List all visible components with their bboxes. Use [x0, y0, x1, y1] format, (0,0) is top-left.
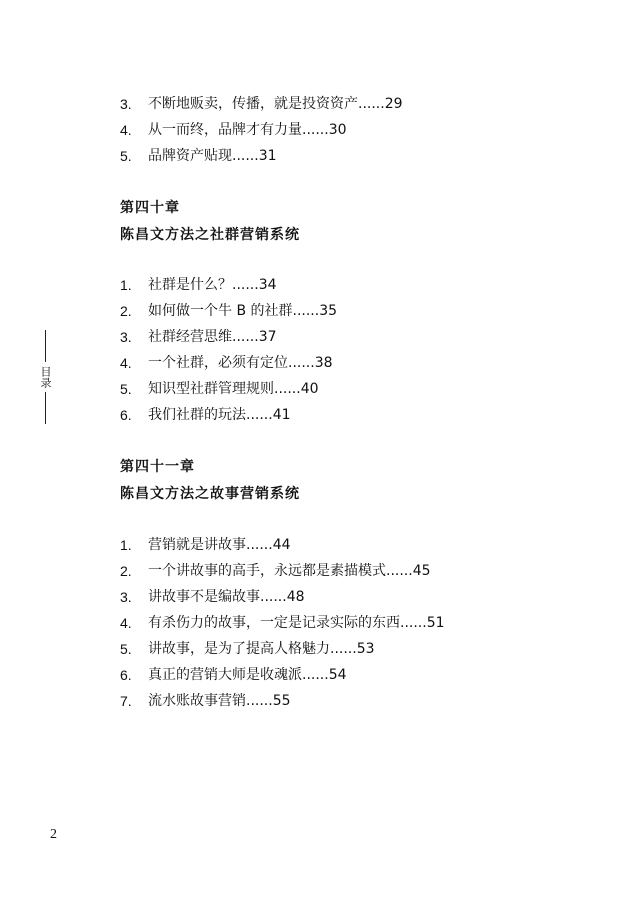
toc-item[interactable]	[120, 380, 319, 398]
toc-item-text: 讲故事，是为了提高人格魅力......53	[148, 641, 375, 657]
toc-item-text: 从一而终，品牌才有力量......30	[148, 122, 347, 138]
toc-item-number: 5.	[120, 381, 132, 397]
toc-item[interactable]	[120, 276, 277, 294]
toc-item-text: 社群经营思维......37	[148, 329, 277, 345]
toc-item-number: 2.	[120, 563, 132, 579]
toc-item-number: 2.	[120, 303, 132, 319]
chapter-title: 陈昌文方法之社群营销系统	[120, 227, 300, 243]
toc-item-number: 4.	[120, 355, 132, 371]
toc-item[interactable]	[120, 666, 347, 684]
toc-item-text: 如何做一个牛 B 的社群......35	[148, 303, 338, 319]
toc-item-number: 4.	[120, 615, 132, 631]
toc-item-text: 一个讲故事的高手，永远都是素描模式......45	[148, 563, 431, 579]
chapter-title: 陈昌文方法之故事营销系统	[120, 486, 300, 502]
toc-item-number: 6.	[120, 407, 132, 423]
toc-item-text: 社群是什么？......34	[148, 277, 277, 293]
toc-item-number: 4.	[120, 122, 132, 138]
toc-item-number: 6.	[120, 667, 132, 683]
toc-item-number: 5.	[120, 641, 132, 657]
toc-item[interactable]	[120, 354, 333, 372]
toc-item[interactable]	[120, 588, 305, 606]
toc-item-text: 有杀伤力的故事，一定是记录实际的东西......51	[148, 615, 445, 631]
toc-item-text: 不断地贩卖，传播，就是投资资产......29	[148, 96, 403, 112]
toc-item-number: 7.	[120, 693, 132, 709]
toc-item[interactable]	[120, 614, 445, 632]
toc-item[interactable]	[120, 328, 277, 346]
toc-item[interactable]	[120, 406, 291, 424]
chapter-number: 第四十章	[120, 200, 180, 216]
page-number: 2	[50, 827, 57, 842]
toc-item-text: 一个社群，必须有定位......38	[148, 355, 333, 371]
toc-item[interactable]	[120, 302, 337, 320]
toc-item[interactable]	[120, 536, 291, 554]
toc-item[interactable]	[120, 121, 347, 139]
toc-item[interactable]	[120, 640, 375, 658]
toc-item-number: 1.	[120, 537, 132, 553]
toc-item-text: 讲故事不是编故事......48	[148, 589, 305, 605]
side-label	[37, 330, 53, 424]
toc-item-text: 营销就是讲故事......44	[148, 537, 291, 553]
toc-item-text: 真正的营销大师是收魂派......54	[148, 667, 347, 683]
chapter-number: 第四十一章	[120, 459, 195, 475]
toc-item[interactable]	[120, 95, 403, 113]
side-label-text: 目录	[39, 366, 52, 388]
toc-item-number: 3.	[120, 96, 132, 112]
toc-item-number: 3.	[120, 329, 132, 345]
toc-item-text: 知识型社群管理规则......40	[148, 381, 319, 397]
toc-item[interactable]	[120, 147, 277, 165]
side-divider-top	[45, 330, 46, 362]
toc-item-text: 我们社群的玩法......41	[148, 407, 291, 423]
toc-item-text: 流水账故事营销......55	[148, 693, 291, 709]
toc-item-number: 3.	[120, 589, 132, 605]
side-divider-bottom	[45, 392, 46, 424]
toc-item-number: 1.	[120, 277, 132, 293]
toc-item-number: 5.	[120, 148, 132, 164]
toc-item[interactable]	[120, 562, 431, 580]
toc-item[interactable]	[120, 692, 291, 710]
toc-item-text: 品牌资产贴现......31	[148, 148, 277, 164]
